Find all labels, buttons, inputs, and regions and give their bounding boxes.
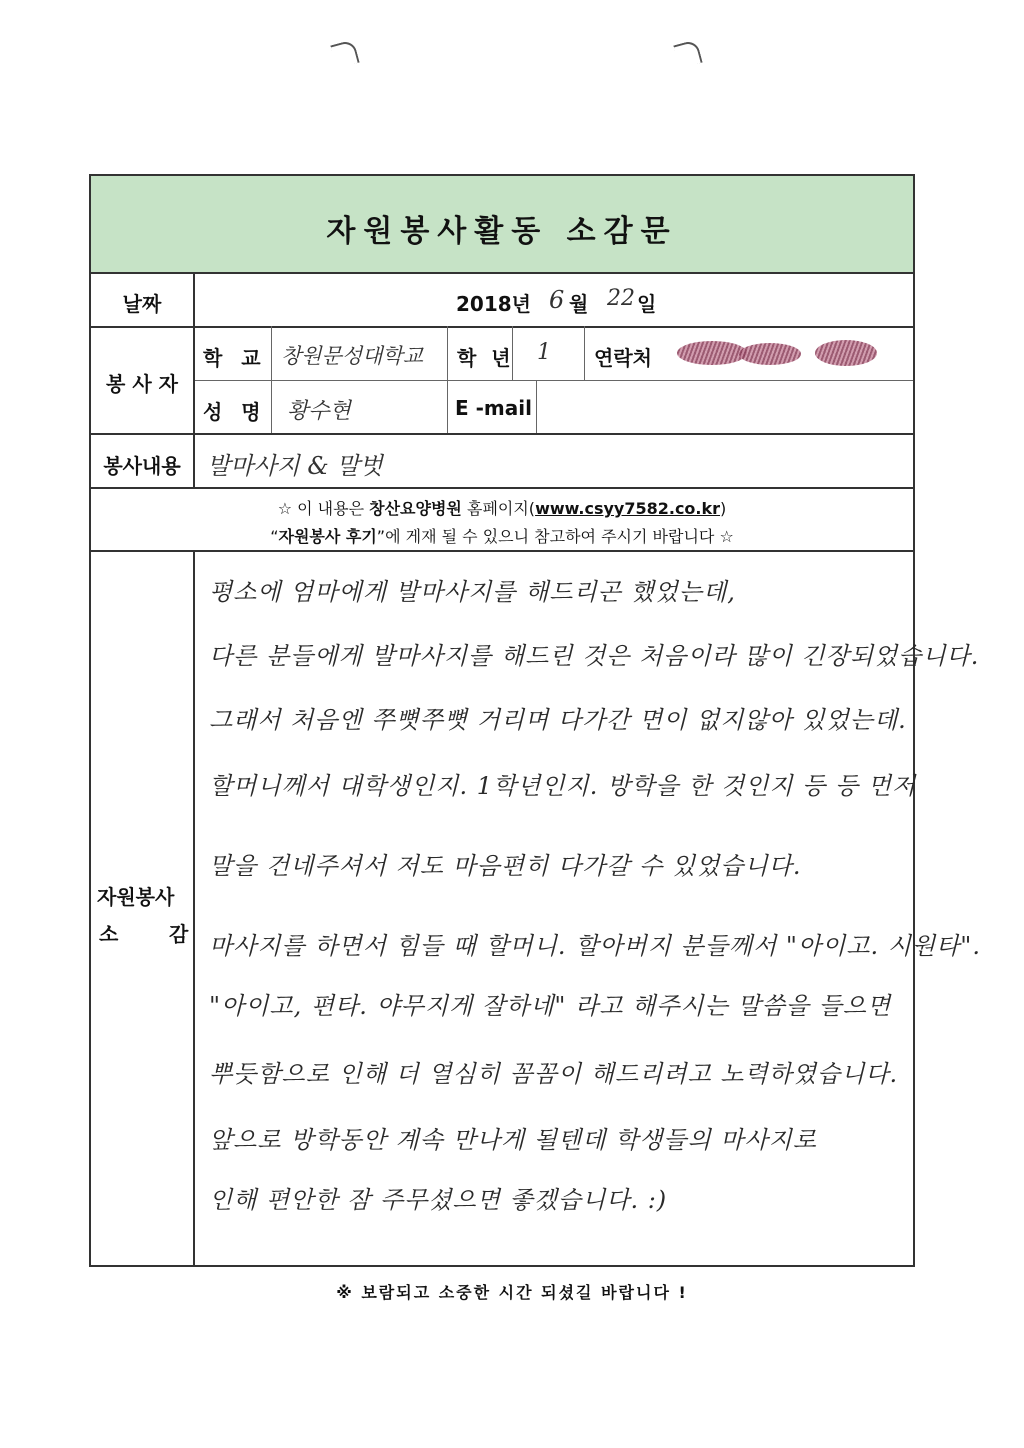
school-value: 창원문성대학교 [281, 344, 424, 368]
essay-line: 할머니께서 대학생인지. 1학년인지. 방학을 한 것인지 등 등 먼저 [209, 772, 917, 800]
grade-value: 1 [537, 340, 551, 365]
service-content-label: 봉사내용 [103, 454, 181, 478]
essay-line: 마사지를 하면서 힘들 때 할머니. 할아버지 분들께서 "아이고. 시원타". [209, 932, 981, 960]
name-value: 황수현 [287, 399, 351, 424]
impression-label-line1: 자원봉사 [97, 885, 175, 909]
contact-redacted-scribble [677, 339, 877, 367]
date-year: 2018년 [456, 292, 531, 316]
date-month-unit: 월 [569, 292, 589, 316]
name-label: 성 명 [203, 400, 267, 424]
service-content-value: 발마사지 & 말벗 [207, 452, 383, 480]
email-label: E -mail [455, 396, 532, 420]
review-section-name: 자원봉사 후기 [278, 527, 377, 546]
essay-line: 뿌듯함으로 인해 더 열심히 꼼꼼이 해드리려고 노력하였습니다. [209, 1060, 899, 1088]
essay-line: 그래서 처음엔 쭈뼛쭈뼛 거리며 다가간 면이 없지않아 있었는데. [209, 706, 907, 734]
date-day-value: 22 [607, 286, 635, 311]
punch-hole-mark-right [673, 39, 702, 68]
form-title: 자원봉사활동 소감문 [326, 214, 678, 249]
essay-line: 앞으로 방학동안 계속 만나게 될텐데 학생들의 마사지로 [209, 1126, 818, 1154]
impression-label-gam: 감 [169, 922, 189, 946]
footer-message: ※ 보람되고 소중한 시간 되셨길 바랍니다 ! [336, 1283, 688, 1302]
notice-line-1: ☆ 이 내용은 창산요양병원 홈페이지(www.csyy7582.co.kr) [277, 499, 727, 518]
contact-label: 연락처 [594, 346, 652, 370]
punch-hole-mark-left [330, 39, 359, 68]
essay-line: "아이고, 편타. 야무지게 잘하네" 라고 해주시는 말씀을 들으면 [209, 992, 892, 1020]
grade-label: 학 년 [457, 346, 515, 370]
date-month-value: 6 [549, 286, 565, 314]
school-label: 학 교 [203, 346, 267, 370]
impression-label-so: 소 [99, 922, 119, 946]
essay-line: 인해 편안한 잠 주무셨으면 좋겠습니다. :) [209, 1186, 668, 1214]
hospital-url: www.csyy7582.co.kr [535, 499, 721, 518]
volunteer-report-form [89, 174, 981, 1267]
essay-line: 평소에 엄마에게 발마사지를 해드리곤 했었는데, [209, 578, 736, 606]
hospital-name: 창산요양병원 [369, 499, 462, 518]
volunteer-label: 봉 사 자 [106, 372, 178, 396]
date-label: 날짜 [122, 292, 162, 316]
notice-line-2: “자원봉사 후기”에 게재 될 수 있으니 참고하여 주시기 바랍니다 ☆ [270, 527, 734, 546]
essay-line: 다른 분들에게 발마사지를 해드린 것은 처음이라 많이 긴장되었습니다. [209, 642, 980, 670]
essay-line: 말을 건네주셔서 저도 마음편히 다가갈 수 있었습니다. [209, 852, 802, 880]
date-day-unit: 일 [637, 292, 657, 316]
